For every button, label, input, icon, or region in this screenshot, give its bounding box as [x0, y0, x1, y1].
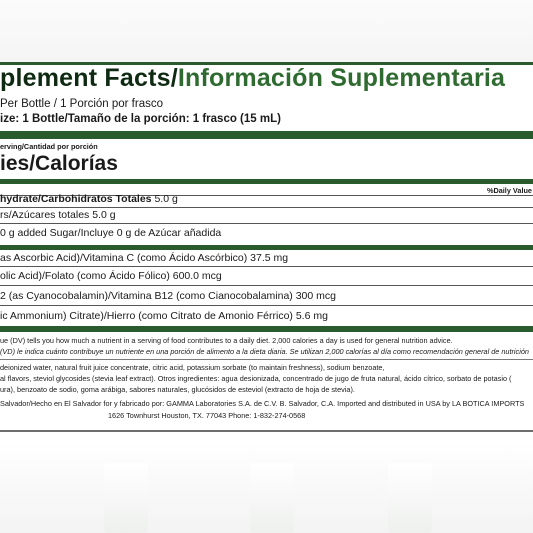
- divider: [0, 207, 533, 208]
- vitamin-row: olic Acid)/Folato (como Ácido Fólico) 600.0 mcg: [0, 270, 222, 282]
- amount-per-serving: erving/Cantidad por porción: [0, 142, 98, 151]
- divider: [0, 266, 533, 267]
- panel-title: [0, 64, 505, 93]
- divider: [0, 285, 533, 286]
- background-bottle: [250, 463, 294, 533]
- medium-rule: [0, 179, 533, 184]
- footnote-english: ue (DV) tells you how much a nutrient in a serving of food contributes to a daily diet. 2,000 calories a day is used for general nutrition advice.: [0, 336, 453, 345]
- bottom-thick-rule: [0, 326, 533, 332]
- background-bottle: [104, 463, 148, 533]
- divider: [0, 305, 533, 306]
- servings-per-container: Per Bottle / 1 Porción por frasco: [0, 98, 163, 110]
- ingredients-line: ura), benzoato de sodio, goma arábiga, sabores naturales, glucósidos de esteviol (extracto de hoja de stevia).: [0, 385, 355, 394]
- manufacturer-address: 1626 Townhurst Houston, TX. 77043 Phone: 1-832-274-0568: [108, 411, 306, 420]
- vitamin-row: 2 (as Cyanocobalamin)/Vitamina B12 (como Cianocobalamina) 300 mcg: [0, 290, 336, 302]
- vitamin-row: as Ascorbic Acid)/Vitamina C (como Ácido Ascórbico) 37.5 mg: [0, 252, 289, 264]
- manufacturer-info: Salvador/Hecho en El Salvador for y fabricado por: GAMMA Laboratories S.A. de C.V. B. Salvador, C.A. Imported and distributed in USA by LA BOTICA IMPORTS: [0, 399, 525, 408]
- nutrient-row: rs/Azúcares totales 5.0 g: [0, 209, 116, 221]
- ingredients-line: al flavors, steviol glycosides (stevia leaf extract). Otros ingredientes: agua desionizada, concentrado de jugo de fruta natural, ácido cítrico, sorbato de potasio (: [0, 374, 512, 383]
- panel-bottom-edge: [0, 430, 533, 432]
- calories-heading: ies/Calorías: [0, 152, 118, 175]
- footnote-spanish: (VD) le indica cuánto contribuye un nutriente en una porción de alimento a la dieta diaria. Se utilizan 2,000 calorías al día como recomendación general de nutrición: [0, 347, 529, 356]
- serving-size: ize: 1 Bottle/Tamaño de la porción: 1 frasco (15 mL): [0, 113, 281, 125]
- thick-rule: [0, 131, 533, 139]
- nutrient-label: hydrate/Carbohidratos Totales: [0, 193, 152, 205]
- nutrient-row: 0 g added Sugar/Incluye 0 g de Azúcar añadida: [0, 227, 222, 239]
- nutrient-amount: 5.0 g: [154, 193, 178, 205]
- divider: [0, 223, 533, 224]
- background-bottle: [388, 463, 432, 533]
- nutrient-row: [0, 193, 178, 205]
- ingredients-line: deionized water, natural fruit juice concentrate, citric acid, potassium sorbate (to maintain freshness), sodium benzoate,: [0, 363, 385, 372]
- section-rule: [0, 245, 533, 250]
- title-english: plement Facts/: [0, 64, 178, 92]
- title-spanish: Información Suplementaria: [177, 64, 506, 92]
- divider: [0, 359, 533, 360]
- daily-value-header: %Daily Value: [486, 186, 532, 195]
- background-top: [0, 0, 533, 70]
- mineral-row: ic Ammonium) Citrate)/Hierro (como Citrato de Amonio Férrico) 5.6 mg: [0, 310, 328, 322]
